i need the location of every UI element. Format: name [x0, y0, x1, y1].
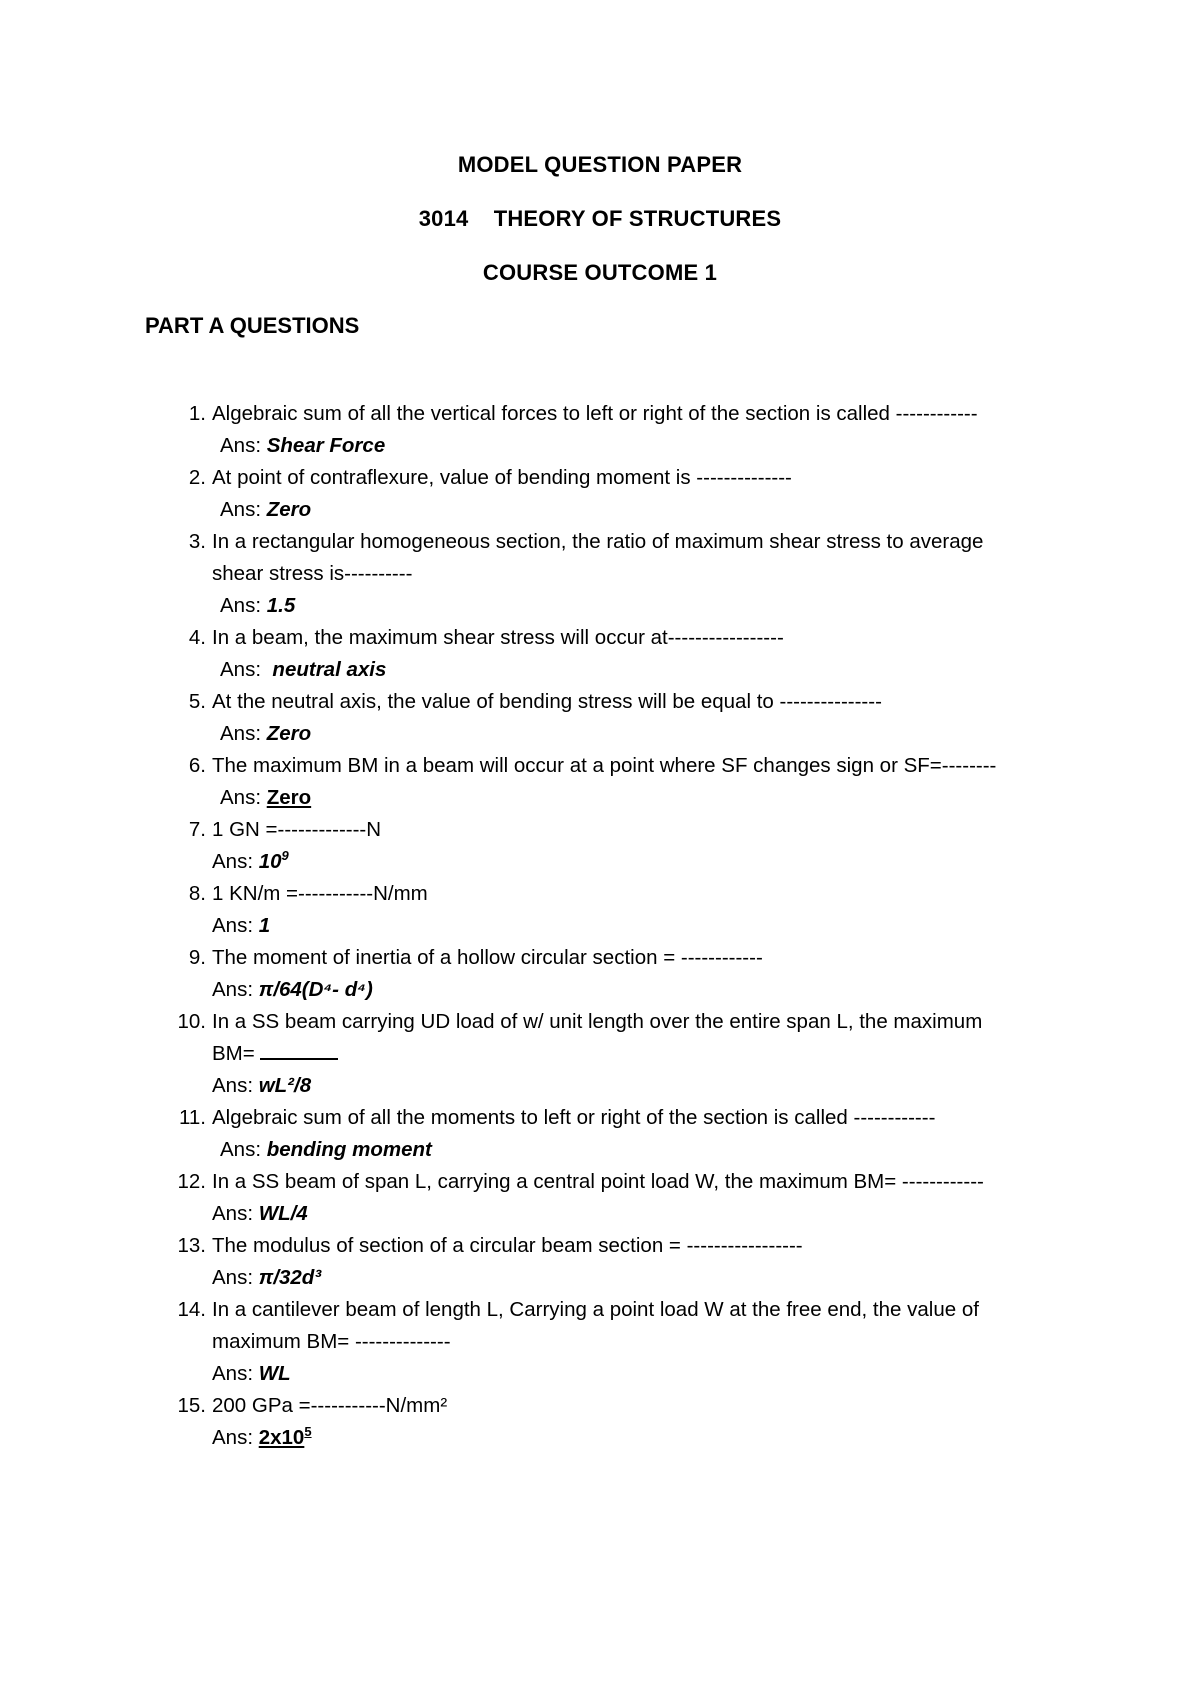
- question-text: maximum BM= --------------: [212, 1330, 451, 1353]
- answer-exponent: 9: [281, 848, 289, 864]
- answer-label: Ans:: [220, 786, 267, 809]
- answer-value: π/64(D⁴- d⁴): [258, 978, 373, 1001]
- answer-label: Ans:: [212, 1362, 259, 1385]
- paper-title: MODEL QUESTION PAPER: [457, 152, 743, 177]
- answer-7: [212, 850, 1072, 874]
- question-text: In a SS beam of span L, carrying a central point load W, the maximum BM= ------------: [212, 1170, 984, 1193]
- question-number: 5.: [188, 690, 206, 713]
- question-text: At the neutral axis, the value of bending stress will be equal to ---------------: [212, 690, 882, 713]
- answer-value: Zero: [266, 498, 312, 521]
- answer-value: 10: [258, 850, 282, 873]
- question-number: 12.: [177, 1170, 206, 1193]
- answer-value: 2x10: [258, 1426, 305, 1449]
- answer-label: Ans:: [212, 1074, 259, 1097]
- question-3-cont: [212, 562, 1072, 586]
- question-number: 9.: [188, 946, 206, 969]
- question-14-cont: [212, 1330, 1072, 1354]
- question-number: 11.: [179, 1106, 206, 1129]
- question-11: [179, 1106, 1072, 1130]
- question-number: 10.: [177, 1010, 206, 1033]
- question-text: In a cantilever beam of length L, Carrying a point load W at the free end, the value of: [212, 1298, 979, 1321]
- question-13: [177, 1234, 1072, 1258]
- answer-label: Ans:: [212, 1266, 259, 1289]
- question-5: [188, 690, 1072, 714]
- answer-label: Ans:: [212, 1202, 259, 1225]
- question-number: 1.: [188, 402, 206, 425]
- answer-5: [220, 722, 1080, 746]
- question-text: The moment of inertia of a hollow circular section = ------------: [212, 946, 763, 969]
- question-text: 1 KN/m =-----------N/mm: [212, 882, 428, 905]
- question-14: [177, 1298, 1072, 1322]
- answer-10: [212, 1074, 1072, 1098]
- question-text: Algebraic sum of all the moments to left or right of the section is called ------------: [212, 1106, 936, 1129]
- answer-9: [212, 978, 1072, 1002]
- answer-1: [220, 434, 1080, 458]
- answer-15: [212, 1426, 1072, 1450]
- answer-8: [212, 914, 1072, 938]
- course-outcome: COURSE OUTCOME 1: [482, 260, 718, 285]
- answer-label: Ans:: [212, 850, 259, 873]
- answer-value: WL: [258, 1362, 291, 1385]
- question-2: [188, 466, 1072, 490]
- question-text: In a beam, the maximum shear stress will occur at-----------------: [212, 626, 784, 649]
- question-number: 3.: [188, 530, 206, 553]
- answer-value: Zero: [266, 722, 312, 745]
- question-text: In a rectangular homogeneous section, the ratio of maximum shear stress to average: [212, 530, 984, 553]
- answer-value: neutral axis: [272, 658, 387, 681]
- answer-label: Ans:: [220, 594, 267, 617]
- answer-value: 1: [258, 914, 271, 937]
- answer-label: Ans:: [212, 1426, 259, 1449]
- question-number: 4.: [188, 626, 206, 649]
- answer-label: Ans:: [220, 658, 273, 681]
- answer-value: bending moment: [266, 1138, 432, 1161]
- answer-value: wL²/8: [258, 1074, 312, 1097]
- question-text: Algebraic sum of all the vertical forces to left or right of the section is called ------------: [212, 402, 978, 425]
- answer-13: [212, 1266, 1072, 1290]
- question-text: shear stress is----------: [212, 562, 413, 585]
- question-number: 13.: [177, 1234, 206, 1257]
- question-text: The modulus of section of a circular beam section = -----------------: [212, 1234, 803, 1257]
- answer-label: Ans:: [212, 978, 259, 1001]
- question-6: [188, 754, 1072, 778]
- question-15: [177, 1394, 1072, 1418]
- question-10: [177, 1010, 1072, 1034]
- question-number: 8.: [188, 882, 206, 905]
- question-text: The maximum BM in a beam will occur at a point where SF changes sign or SF=--------: [212, 754, 997, 777]
- answer-label: Ans:: [220, 434, 267, 457]
- answer-14: [212, 1362, 1072, 1386]
- question-text: 1 GN =-------------N: [212, 818, 382, 841]
- answer-label: Ans:: [220, 1138, 267, 1161]
- answer-6: [220, 786, 1080, 810]
- question-7: [188, 818, 1072, 842]
- question-4: [188, 626, 1072, 650]
- question-text: In a SS beam carrying UD load of w/ unit length over the entire span L, the maximum: [212, 1010, 983, 1033]
- answer-label: Ans:: [220, 722, 267, 745]
- question-text: BM=: [212, 1042, 261, 1065]
- part-heading: PART A QUESTIONS: [145, 313, 360, 338]
- question-number: 2.: [188, 466, 206, 489]
- question-1: [188, 402, 1072, 426]
- answer-2: [220, 498, 1080, 522]
- question-12: [177, 1170, 1072, 1194]
- question-8: [188, 882, 1072, 906]
- answer-4: [220, 658, 1080, 682]
- question-text: At point of contraflexure, value of bending moment is --------------: [212, 466, 792, 489]
- answer-exponent: 5: [304, 1424, 312, 1440]
- question-number: 7.: [188, 818, 206, 841]
- answer-11: [220, 1138, 1080, 1162]
- answer-label: Ans:: [220, 498, 267, 521]
- question-3: [188, 530, 1072, 554]
- answer-value: WL/4: [258, 1202, 308, 1225]
- answer-value: Shear Force: [266, 434, 386, 457]
- question-text: 200 GPa =-----------N/mm²: [212, 1394, 448, 1417]
- answer-value: 1.5: [266, 594, 296, 617]
- answer-3: [220, 594, 1080, 618]
- answer-value: Zero: [266, 786, 312, 809]
- question-9: [188, 946, 1072, 970]
- question-number: 15.: [177, 1394, 206, 1417]
- answer-blank: [260, 1042, 338, 1060]
- answer-label: Ans:: [212, 914, 259, 937]
- answer-12: [212, 1202, 1072, 1226]
- question-number: 14.: [177, 1298, 206, 1321]
- question-10-cont: [212, 1042, 1072, 1066]
- course-title: 3014 THEORY OF STRUCTURES: [418, 206, 782, 231]
- answer-value: π/32d³: [258, 1266, 322, 1289]
- question-number: 6.: [188, 754, 206, 777]
